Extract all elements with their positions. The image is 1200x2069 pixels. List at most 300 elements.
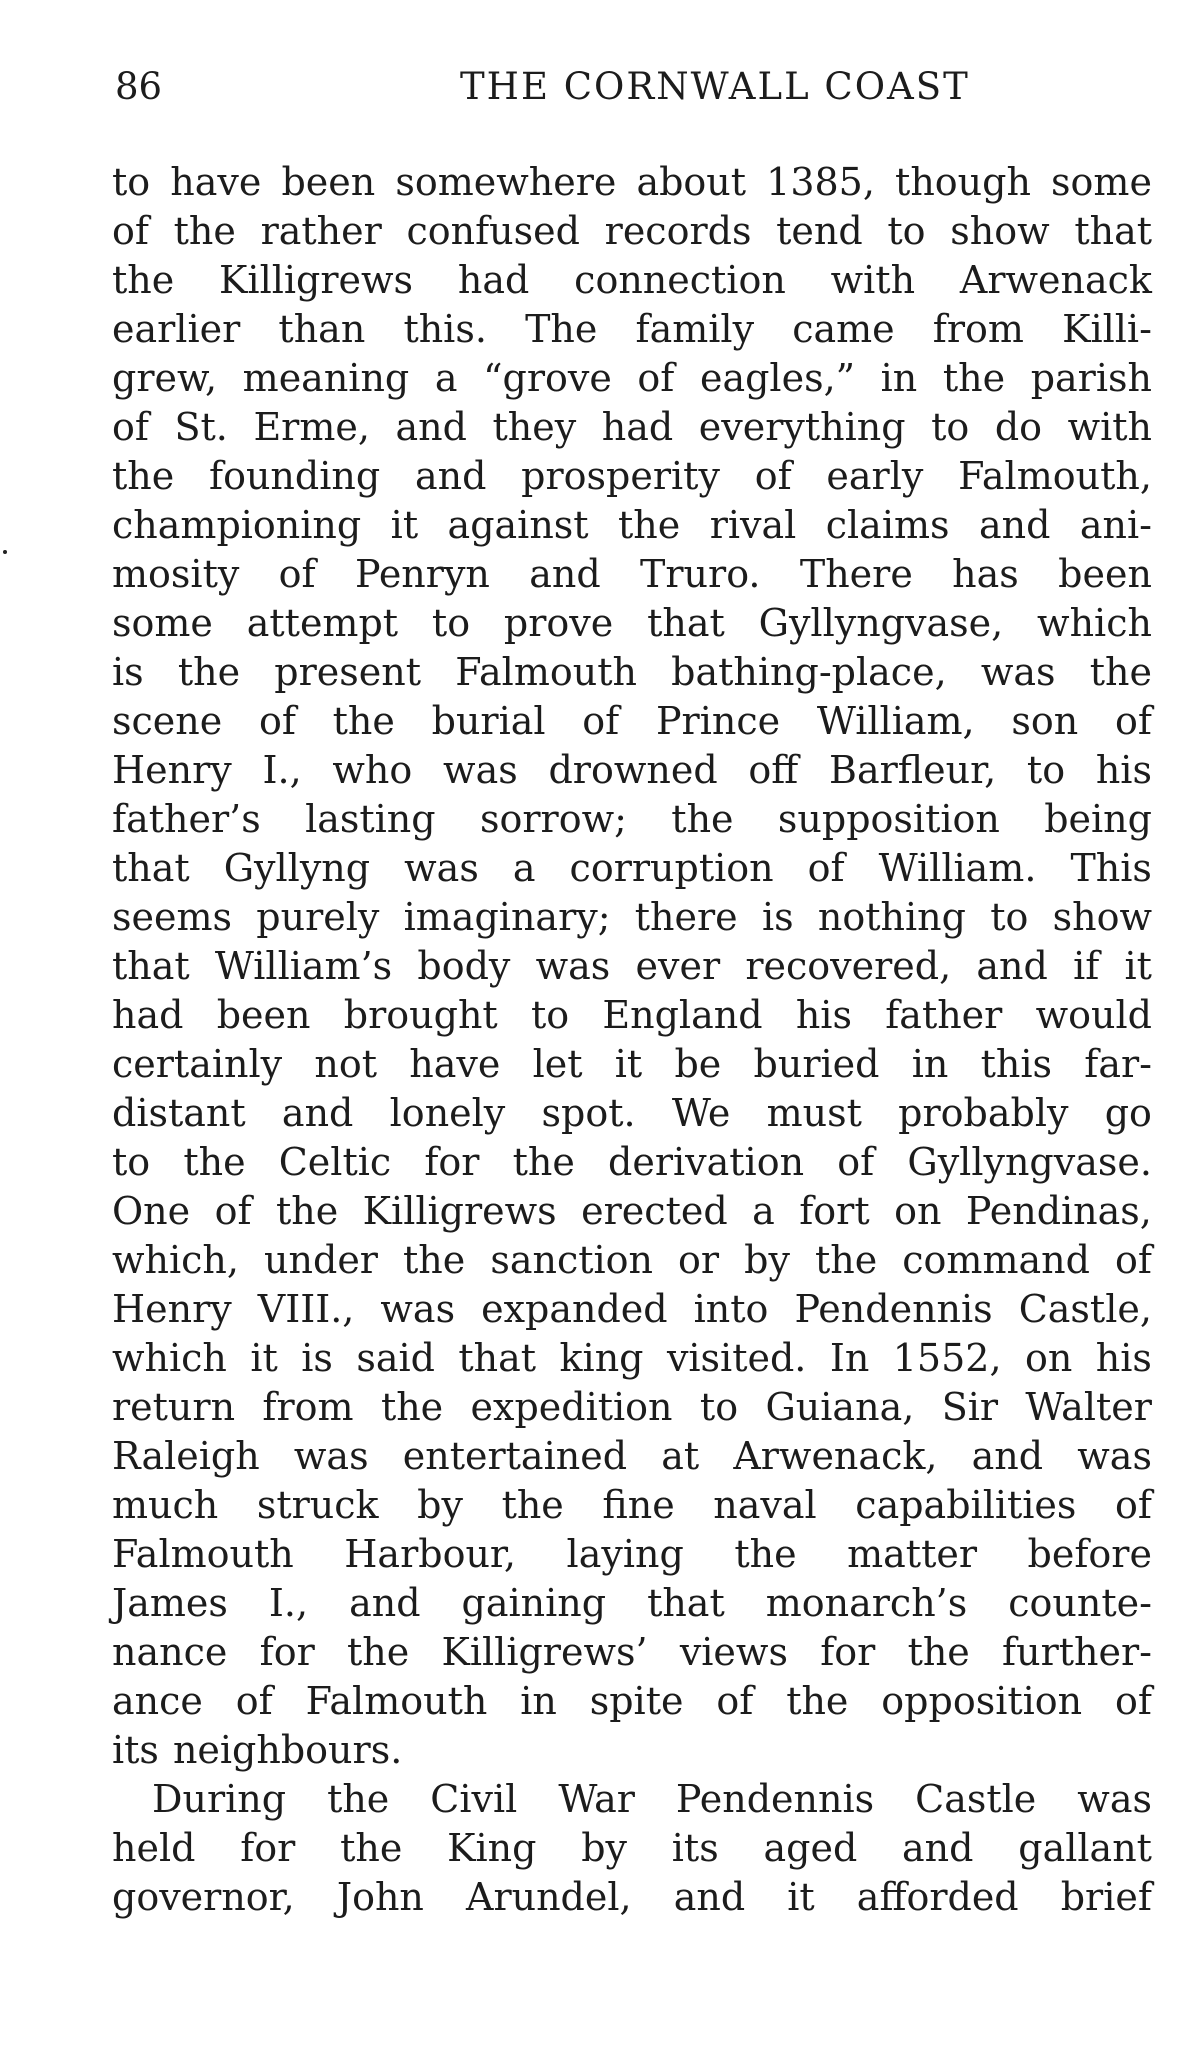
word: and bbox=[281, 1091, 354, 1135]
word: attempt bbox=[246, 601, 399, 645]
word: Henry bbox=[112, 748, 232, 792]
word: was bbox=[293, 1434, 369, 1478]
text-line bbox=[112, 1187, 1152, 1236]
word: it bbox=[787, 1875, 815, 1919]
word: and bbox=[349, 1581, 421, 1625]
word: they bbox=[492, 405, 577, 449]
word: War bbox=[558, 1777, 635, 1821]
word: in bbox=[880, 356, 918, 400]
word: the bbox=[327, 1777, 390, 1821]
word: scene bbox=[112, 699, 223, 743]
word: VIII., bbox=[257, 1287, 355, 1331]
word: expedition bbox=[470, 1385, 673, 1429]
word: visited. bbox=[666, 1336, 807, 1380]
word: has bbox=[952, 552, 1019, 596]
word: it bbox=[250, 1336, 278, 1380]
word: This bbox=[1070, 846, 1152, 890]
word: England bbox=[602, 993, 763, 1037]
word: gallant bbox=[1018, 1826, 1152, 1870]
text-line bbox=[112, 158, 1152, 207]
word: of bbox=[637, 356, 675, 400]
word: erected bbox=[581, 1189, 728, 1233]
text-line bbox=[112, 1236, 1152, 1285]
word: Penryn bbox=[354, 552, 490, 596]
text-line bbox=[112, 1873, 1152, 1922]
word: though bbox=[895, 160, 1031, 204]
word: off bbox=[748, 748, 799, 792]
word: Killigrews’ bbox=[441, 1630, 648, 1674]
word: Gyllyngvase, bbox=[758, 601, 1004, 645]
paragraph bbox=[112, 1775, 1152, 1922]
word: Killigrews bbox=[219, 258, 414, 302]
text-line bbox=[112, 256, 1152, 305]
word: There bbox=[799, 552, 913, 596]
word: Arwenack, bbox=[733, 1434, 938, 1478]
word: ani- bbox=[1079, 503, 1152, 547]
word: held bbox=[112, 1826, 196, 1870]
word: seems bbox=[112, 895, 233, 939]
text-line bbox=[112, 1285, 1152, 1334]
word: Guiana, bbox=[765, 1385, 915, 1429]
word: of bbox=[837, 1140, 875, 1184]
word: recovered, bbox=[745, 944, 952, 988]
word: Falmouth, bbox=[958, 454, 1152, 498]
word: to bbox=[112, 160, 151, 204]
word: ever bbox=[635, 944, 721, 988]
word: Pendinas, bbox=[965, 1189, 1152, 1233]
word: entertained bbox=[402, 1434, 628, 1478]
word: spite bbox=[589, 1679, 684, 1723]
word: Arundel, bbox=[466, 1875, 632, 1919]
text-line bbox=[112, 207, 1152, 256]
word: against bbox=[447, 503, 589, 547]
word: of bbox=[1114, 699, 1152, 743]
word: the bbox=[786, 1679, 849, 1723]
word: in bbox=[911, 1042, 949, 1086]
word: somewhere bbox=[395, 160, 617, 204]
word: is bbox=[301, 1336, 333, 1380]
body-text bbox=[112, 158, 1152, 1922]
word: capabilities bbox=[855, 1483, 1077, 1527]
word: this bbox=[980, 1042, 1052, 1086]
word: had bbox=[112, 993, 184, 1037]
word: have bbox=[409, 1042, 501, 1086]
word: Henry bbox=[112, 1287, 232, 1331]
word: confused bbox=[406, 209, 580, 253]
word: the bbox=[112, 454, 175, 498]
word: go bbox=[1104, 1091, 1152, 1135]
word: about bbox=[636, 160, 747, 204]
word: present bbox=[274, 650, 422, 694]
word: is bbox=[761, 895, 794, 939]
word: who bbox=[332, 748, 413, 792]
word: bathing-place, bbox=[671, 650, 947, 694]
text-line bbox=[112, 452, 1152, 501]
word: rather bbox=[260, 209, 382, 253]
word: In bbox=[829, 1336, 870, 1380]
word: fine bbox=[602, 1483, 675, 1527]
word: for bbox=[240, 1826, 296, 1870]
word: of bbox=[112, 405, 149, 449]
word: 1552, bbox=[892, 1336, 1002, 1380]
word: laying bbox=[566, 1532, 684, 1576]
word: family bbox=[635, 307, 755, 351]
word: was bbox=[535, 944, 611, 988]
word: and bbox=[414, 454, 487, 498]
word: for bbox=[259, 1630, 315, 1674]
word: have bbox=[170, 160, 262, 204]
word: expanded bbox=[481, 1287, 668, 1331]
text-line bbox=[112, 1334, 1152, 1383]
word: We bbox=[671, 1091, 731, 1135]
word: St. bbox=[174, 405, 228, 449]
word: further- bbox=[1002, 1630, 1152, 1674]
text-line bbox=[112, 648, 1152, 697]
word: records bbox=[604, 209, 752, 253]
text-line bbox=[112, 844, 1152, 893]
word: his bbox=[1095, 748, 1152, 792]
word: early bbox=[826, 454, 924, 498]
word: drowned bbox=[548, 748, 718, 792]
text-line bbox=[112, 501, 1152, 550]
word: the bbox=[671, 797, 734, 841]
word: of bbox=[1115, 1679, 1152, 1723]
word: supposition bbox=[777, 797, 1000, 841]
word: was bbox=[443, 748, 518, 792]
word: before bbox=[1027, 1532, 1152, 1576]
word: of bbox=[1115, 1483, 1152, 1527]
text-line bbox=[112, 795, 1152, 844]
word: this. bbox=[403, 307, 487, 351]
word: of bbox=[807, 846, 845, 890]
word: Gyllyngvase. bbox=[907, 1140, 1152, 1184]
word: Killigrews bbox=[362, 1189, 557, 1233]
word: its bbox=[671, 1826, 719, 1870]
word: championing bbox=[112, 503, 362, 547]
word: of bbox=[258, 699, 296, 743]
word: derivation bbox=[608, 1140, 805, 1184]
word: burial bbox=[431, 699, 546, 743]
word: is bbox=[112, 650, 144, 694]
text-line bbox=[112, 354, 1152, 403]
text-line bbox=[112, 697, 1152, 746]
word: probably bbox=[898, 1091, 1069, 1135]
text-line bbox=[112, 599, 1152, 648]
word: been bbox=[281, 160, 376, 204]
word: be bbox=[674, 1042, 722, 1086]
text-line bbox=[112, 305, 1152, 354]
word: Sir bbox=[941, 1385, 999, 1429]
word: son bbox=[1011, 699, 1079, 743]
word: king bbox=[559, 1336, 644, 1380]
word: ance bbox=[112, 1679, 203, 1723]
word: the bbox=[340, 1826, 403, 1870]
word: William’s bbox=[214, 944, 393, 988]
word: show bbox=[950, 209, 1050, 253]
word: tend bbox=[776, 209, 863, 253]
running-title: THE CORNWALL COAST bbox=[460, 65, 970, 108]
word: to bbox=[990, 895, 1029, 939]
word: let bbox=[532, 1042, 583, 1086]
word: brief bbox=[1060, 1875, 1152, 1919]
word: brought bbox=[343, 993, 498, 1037]
word: much bbox=[112, 1483, 219, 1527]
word: under bbox=[264, 1238, 378, 1282]
word: which bbox=[1037, 601, 1152, 645]
word: a bbox=[434, 356, 458, 400]
text-line bbox=[112, 991, 1152, 1040]
word: not bbox=[314, 1042, 377, 1086]
word: the bbox=[380, 1385, 444, 1429]
word: been bbox=[216, 993, 311, 1037]
word: from bbox=[262, 1385, 354, 1429]
word: that bbox=[1074, 209, 1152, 253]
word: William. bbox=[878, 846, 1037, 890]
word: everything bbox=[698, 405, 906, 449]
word: return bbox=[112, 1385, 236, 1429]
word: Truro. bbox=[640, 552, 761, 596]
word: of bbox=[278, 552, 316, 596]
word: “grove bbox=[483, 356, 612, 400]
word: the bbox=[1089, 650, 1152, 694]
word: which, bbox=[112, 1238, 239, 1282]
word: into bbox=[693, 1287, 769, 1331]
word: and bbox=[902, 1826, 974, 1870]
word: earlier bbox=[112, 307, 241, 351]
word: nothing bbox=[817, 895, 966, 939]
margin-speck bbox=[3, 550, 7, 554]
word: Pendennis bbox=[794, 1287, 993, 1331]
word: nance bbox=[112, 1630, 228, 1674]
word: in bbox=[520, 1679, 557, 1723]
text-line bbox=[112, 1089, 1152, 1138]
word: During bbox=[152, 1777, 287, 1821]
word: the bbox=[501, 1483, 564, 1527]
word: struck bbox=[256, 1483, 379, 1527]
word: Civil bbox=[430, 1777, 518, 1821]
text-line bbox=[112, 1138, 1152, 1187]
word: buried bbox=[753, 1042, 880, 1086]
word: Barfleur, bbox=[829, 748, 997, 792]
word: counte- bbox=[1008, 1581, 1152, 1625]
word: if bbox=[1073, 944, 1100, 988]
word: and bbox=[395, 405, 467, 449]
word: the bbox=[942, 356, 1006, 400]
word: on bbox=[894, 1189, 942, 1233]
word: his bbox=[795, 993, 852, 1037]
word: views bbox=[679, 1630, 788, 1674]
word: Erme, bbox=[253, 405, 370, 449]
word: on bbox=[1024, 1336, 1073, 1380]
word: by bbox=[744, 1238, 790, 1282]
word: by bbox=[417, 1483, 463, 1527]
word: claims bbox=[825, 503, 950, 547]
text-line bbox=[112, 1726, 1152, 1775]
word: had bbox=[457, 258, 530, 302]
word: its bbox=[112, 1728, 159, 1772]
word: Harbour, bbox=[344, 1532, 516, 1576]
word: with bbox=[830, 258, 916, 302]
word: Gyllyng bbox=[223, 846, 371, 890]
word: the bbox=[734, 1532, 797, 1576]
word: which bbox=[112, 1336, 227, 1380]
paragraph bbox=[112, 158, 1152, 1775]
word: matter bbox=[847, 1532, 977, 1576]
word: of bbox=[112, 209, 149, 253]
word: to bbox=[887, 209, 926, 253]
word: rival bbox=[709, 503, 797, 547]
word: said bbox=[356, 1336, 435, 1380]
word: the bbox=[183, 1140, 246, 1184]
word: to bbox=[1026, 748, 1066, 792]
word: imaginary; bbox=[403, 895, 611, 939]
word: the bbox=[173, 209, 236, 253]
word: came bbox=[792, 307, 895, 351]
word: at bbox=[661, 1434, 700, 1478]
word: been bbox=[1058, 552, 1152, 596]
text-line bbox=[112, 1824, 1152, 1873]
text-line bbox=[112, 403, 1152, 452]
word: for bbox=[820, 1630, 876, 1674]
word: of bbox=[1115, 1238, 1152, 1282]
word: father’s bbox=[112, 797, 261, 841]
word: of bbox=[582, 699, 620, 743]
word: and bbox=[529, 552, 601, 596]
text-line bbox=[112, 1579, 1152, 1628]
text-line bbox=[112, 1432, 1152, 1481]
word: meaning bbox=[242, 356, 410, 400]
word: One bbox=[112, 1189, 191, 1233]
word: prosperity bbox=[521, 454, 720, 498]
word: had bbox=[601, 405, 674, 449]
word: naval bbox=[713, 1483, 817, 1527]
text-line bbox=[112, 1383, 1152, 1432]
word: the bbox=[403, 1238, 466, 1282]
word: to bbox=[530, 993, 570, 1037]
word: and bbox=[971, 1434, 1044, 1478]
word: spot. bbox=[541, 1091, 636, 1135]
word: prove bbox=[503, 601, 614, 645]
word: with bbox=[1067, 405, 1152, 449]
page-header bbox=[110, 62, 1150, 112]
word: it bbox=[390, 503, 419, 547]
word: it bbox=[1124, 944, 1152, 988]
word: it bbox=[614, 1042, 643, 1086]
word: a bbox=[752, 1189, 775, 1233]
word: by bbox=[581, 1826, 627, 1870]
word: founding bbox=[209, 454, 381, 498]
word: to bbox=[112, 1140, 151, 1184]
word: than bbox=[278, 307, 366, 351]
word: King bbox=[447, 1826, 537, 1870]
word: neighbours. bbox=[172, 1728, 403, 1772]
text-line bbox=[112, 1628, 1152, 1677]
word: the bbox=[275, 1189, 339, 1233]
word: eagles,” bbox=[699, 356, 856, 400]
word: was bbox=[980, 650, 1056, 694]
text-line bbox=[112, 746, 1152, 795]
word: the bbox=[814, 1238, 878, 1282]
word: James bbox=[112, 1581, 228, 1625]
text-line bbox=[112, 1530, 1152, 1579]
word: of bbox=[716, 1679, 754, 1723]
word: there bbox=[634, 895, 738, 939]
text-line bbox=[112, 550, 1152, 599]
word: was bbox=[380, 1287, 456, 1331]
word: father bbox=[885, 993, 1003, 1037]
word: sanction bbox=[490, 1238, 653, 1282]
word: distant bbox=[112, 1091, 246, 1135]
word: sorrow; bbox=[480, 797, 627, 841]
word: the bbox=[512, 1140, 575, 1184]
word: the bbox=[112, 258, 175, 302]
word: body bbox=[417, 944, 511, 988]
word: his bbox=[1095, 1336, 1152, 1380]
word: that bbox=[647, 601, 725, 645]
word: Pendennis bbox=[675, 1777, 875, 1821]
word: Raleigh bbox=[112, 1434, 260, 1478]
word: Killi- bbox=[1062, 307, 1152, 351]
word: Arwenack bbox=[959, 258, 1152, 302]
word: was bbox=[404, 846, 479, 890]
text-line bbox=[112, 1677, 1152, 1726]
word: was bbox=[1077, 1434, 1152, 1478]
word: for bbox=[424, 1140, 480, 1184]
word: a bbox=[512, 846, 536, 890]
word: would bbox=[1035, 993, 1152, 1037]
word: purely bbox=[256, 895, 380, 939]
word: to bbox=[931, 405, 970, 449]
word: Castle bbox=[915, 1777, 1037, 1821]
text-line bbox=[112, 893, 1152, 942]
word: Prince bbox=[655, 699, 781, 743]
word: gaining bbox=[461, 1581, 607, 1625]
text-line bbox=[112, 1481, 1152, 1530]
word: parish bbox=[1030, 356, 1152, 400]
word: was bbox=[1077, 1777, 1152, 1821]
text-line bbox=[112, 1040, 1152, 1089]
word: the bbox=[332, 699, 395, 743]
page-number: 86 bbox=[115, 65, 163, 108]
word: aged bbox=[763, 1826, 858, 1870]
word: William, bbox=[816, 699, 975, 743]
word: Castle, bbox=[1018, 1287, 1152, 1331]
word: fort bbox=[799, 1189, 870, 1233]
word: some bbox=[1051, 160, 1152, 204]
word: Falmouth bbox=[112, 1532, 294, 1576]
word: lonely bbox=[389, 1091, 506, 1135]
word: that bbox=[458, 1336, 537, 1380]
word: the bbox=[618, 503, 681, 547]
word: afforded bbox=[856, 1875, 1019, 1919]
word: the bbox=[177, 650, 241, 694]
word: show bbox=[1052, 895, 1152, 939]
word: I., bbox=[268, 1581, 309, 1625]
word: Falmouth bbox=[305, 1679, 488, 1723]
word: monarch’s bbox=[765, 1581, 968, 1625]
word: must bbox=[766, 1091, 862, 1135]
word: command bbox=[902, 1238, 1090, 1282]
word: 1385, bbox=[766, 160, 875, 204]
word: the bbox=[907, 1630, 970, 1674]
word: the bbox=[346, 1630, 410, 1674]
word: certainly bbox=[112, 1042, 283, 1086]
word: from bbox=[932, 307, 1024, 351]
word: and bbox=[976, 944, 1048, 988]
word: Walter bbox=[1025, 1385, 1152, 1429]
word: far- bbox=[1084, 1042, 1152, 1086]
word: connection bbox=[574, 258, 786, 302]
